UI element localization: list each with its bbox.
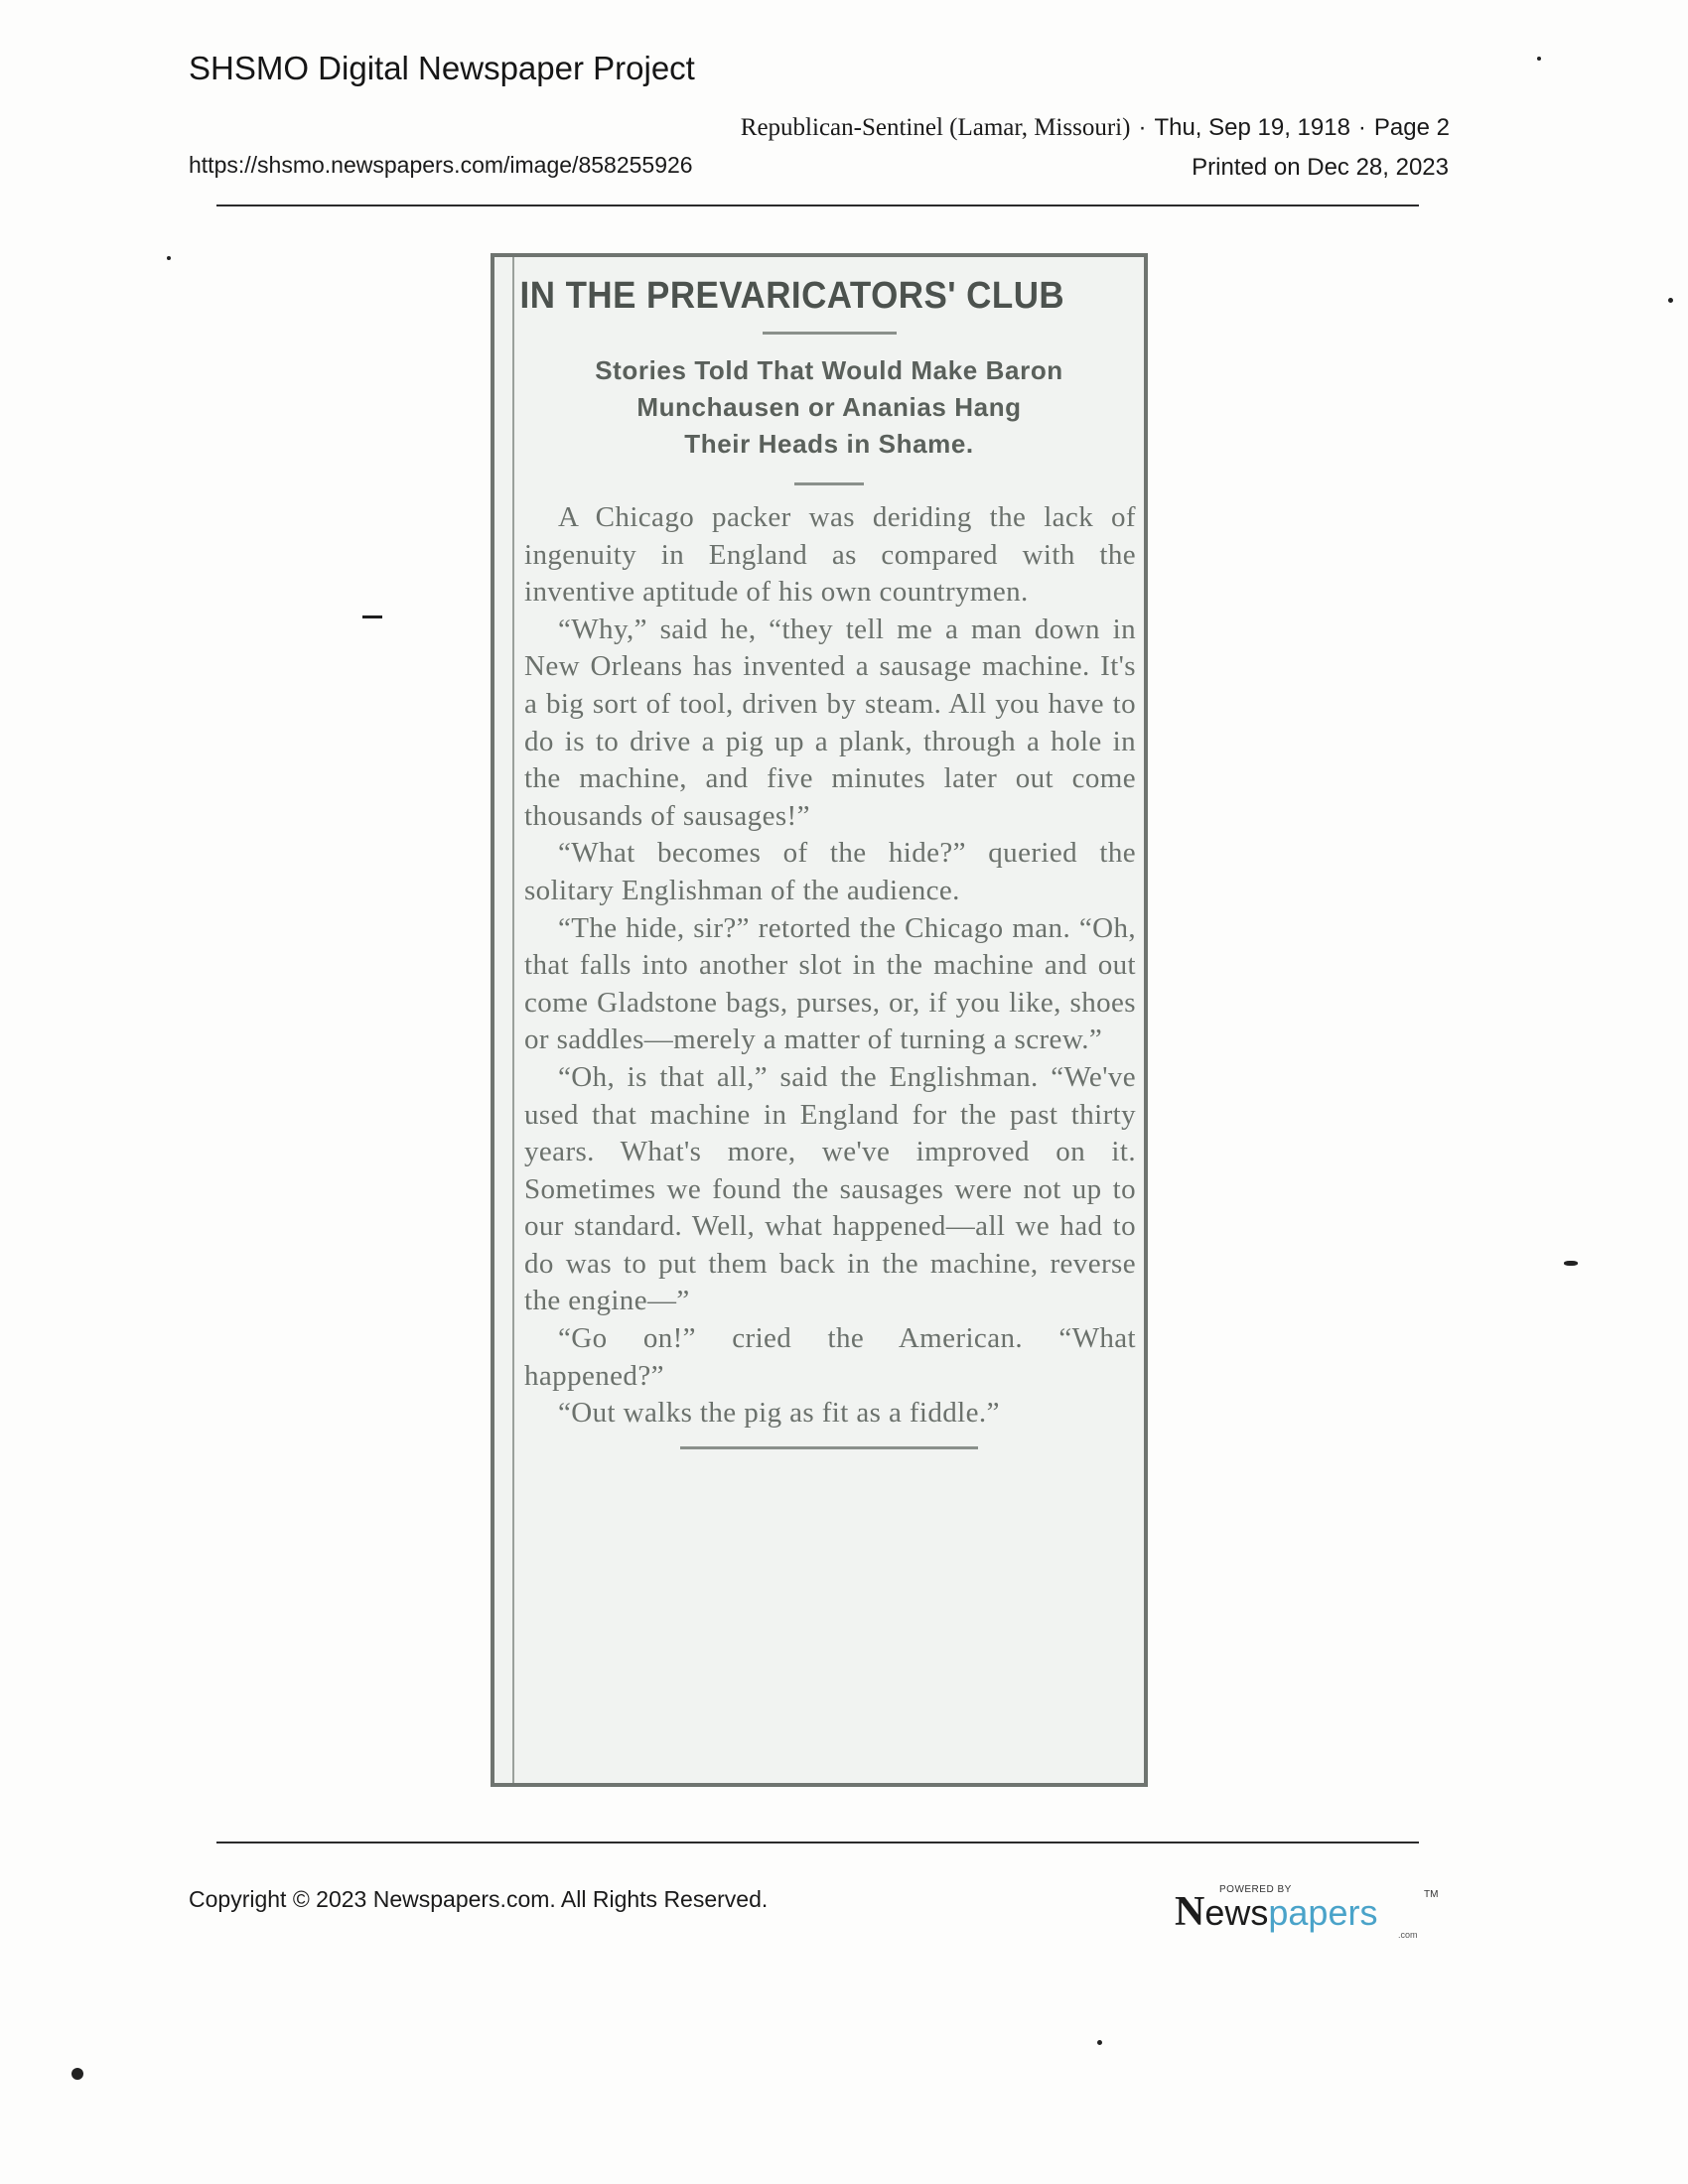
printed-date: Printed on Dec 28, 2023 [1192, 154, 1449, 181]
footer-divider [216, 1842, 1419, 1843]
newspapers-logo[interactable] [1175, 1884, 1439, 1944]
clipping-column [512, 257, 1144, 1783]
powered-by-label: POWERED BY [1219, 1884, 1292, 1895]
deck-rule [794, 482, 864, 485]
headline-rule [763, 332, 897, 335]
scan-speck [1668, 298, 1673, 303]
scan-speck [167, 256, 171, 260]
logo-wordmark: Newspapers [1175, 1889, 1378, 1935]
publication-date: Thu, Sep 19, 1918 [1154, 114, 1350, 141]
article-paragraph: “Oh, is that all,” said the Englishman. “We've used that machine in England for the past thirty years. What's more, we've improved on it. Sometimes we found the sausages were not up to our standard. Well, what happened—all we had to do was to put them back in the machine, reverse the engine—” [524, 1060, 1136, 1317]
separator: · [1357, 114, 1366, 141]
scan-speck [1097, 2040, 1102, 2045]
scan-mark [362, 615, 382, 618]
deck-line: Their Heads in Shame. [684, 429, 974, 459]
page-number: Page 2 [1373, 114, 1450, 141]
image-url[interactable]: https://shsmo.newspapers.com/image/858255926 [189, 152, 693, 178]
article-paragraph: “Why,” said he, “they tell me a man down in New Orleans has invented a sausage machine. It's a big sort of tool, driven by steam. All you have to do is to drive a pig up a plank, through a hole in the machine, and five minutes later out come thousands of sausages!” [524, 613, 1136, 832]
publication-name: Republican-Sentinel (Lamar, Missouri) [740, 114, 1131, 141]
logo-dotcom: .com [1398, 1930, 1418, 1940]
article-body [514, 499, 1144, 1433]
article-paragraph: A Chicago packer was deriding the lack of ingenuity in England as compared with the inventive aptitude of his own countrymen. [524, 501, 1136, 609]
article-paragraph: “The hide, sir?” retorted the Chicago man. “Oh, that falls into another slot in the machine and out come Gladstone bags, purses, or, if you like, shoes or saddles—merely a matter of turning a screw.” [524, 911, 1136, 1056]
project-title: SHSMO Digital Newspaper Project [189, 50, 695, 86]
publication-info [741, 114, 1450, 142]
trademark-mark: TM [1424, 1889, 1439, 1900]
scan-speck [1564, 1261, 1578, 1266]
deck-line: Munchausen or Ananias Hang [636, 392, 1022, 422]
clipping-headline: IN THE PREVARICATORS' CLUB [519, 275, 1065, 317]
deck-line: Stories Told That Would Make Baron [595, 355, 1063, 385]
header-divider [216, 205, 1419, 206]
scan-speck [1537, 57, 1541, 61]
scan-speck [71, 2068, 83, 2080]
clipping-deck [514, 352, 1144, 463]
article-paragraph: “Out walks the pig as fit as a fiddle.” [558, 1397, 1000, 1430]
separator: · [1138, 114, 1147, 141]
end-rule [680, 1446, 978, 1449]
article-paragraph: “What becomes of the hide?” queried the solitary Englishman of the audience. [524, 837, 1136, 906]
article-paragraph: “Go on!” cried the American. “What happened?” [524, 1322, 1136, 1392]
newspaper-clipping [491, 253, 1148, 1787]
copyright-notice: Copyright © 2023 Newspapers.com. All Rights Reserved. [189, 1886, 769, 1912]
